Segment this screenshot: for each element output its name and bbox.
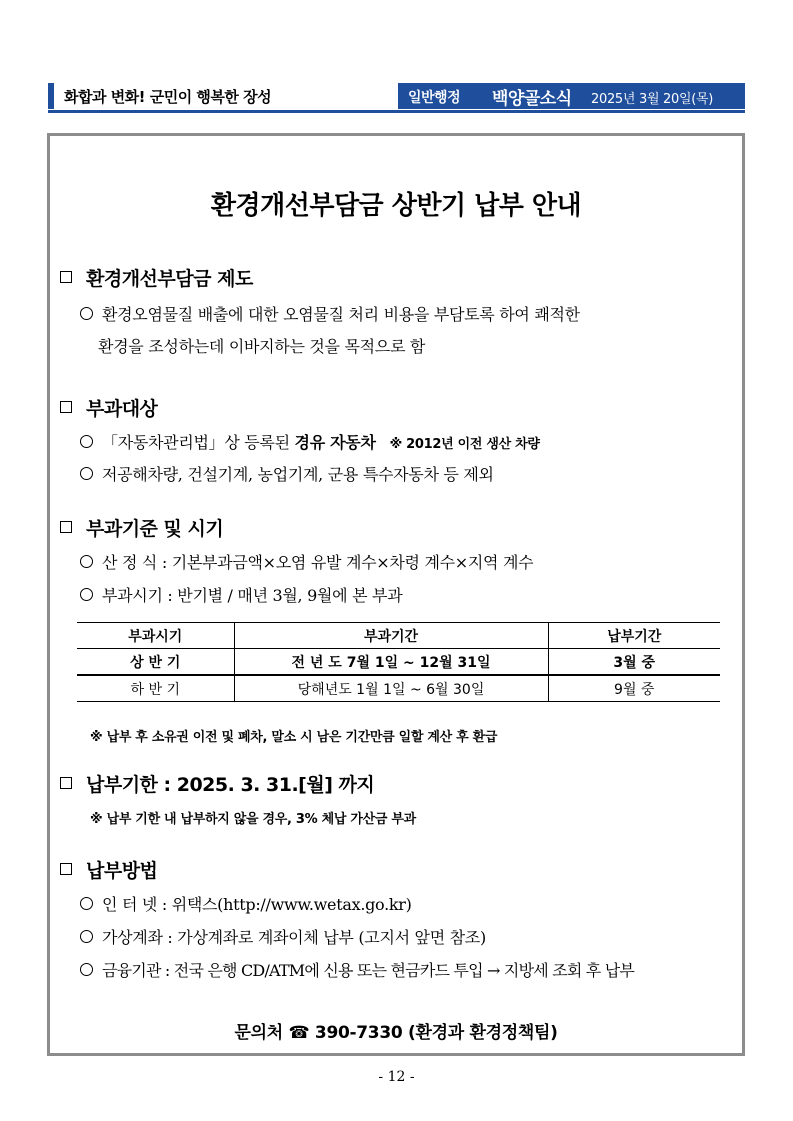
circle-bullet-icon xyxy=(80,897,93,910)
criteria-item-2: 부과시기 : 반기별 / 매년 3월, 9월에 본 부과 xyxy=(80,583,402,606)
circle-bullet-icon xyxy=(80,930,93,943)
table-cell: 하 반 기 xyxy=(77,675,234,702)
header-info-block xyxy=(398,83,745,109)
circle-bullet-icon xyxy=(80,555,93,568)
table-header-row xyxy=(77,623,720,649)
deadline-note: ※ 납부 기한 내 납부하지 않을 경우, 3% 체납 가산금 부과 xyxy=(90,812,416,827)
circle-bullet-icon xyxy=(80,307,93,320)
section-heading-criteria: 부과기준 및 시기 xyxy=(60,514,223,541)
header-rule xyxy=(48,110,745,113)
square-bullet-icon xyxy=(60,777,72,789)
criteria-item-1: 산 정 식 : 기본부과금액×오염 유발 계수×차령 계수×지역 계수 xyxy=(80,550,533,573)
table-header-cell: 납부기간 xyxy=(548,623,720,649)
square-bullet-icon xyxy=(60,863,72,875)
header-slogan-block xyxy=(48,83,378,109)
table-row xyxy=(77,675,720,702)
method-item-3: 금융기관 : 전국 은행 CD/ATM에 신용 또는 현금카드 투입 → 지방세 조회 후 납부 xyxy=(80,958,634,981)
criteria-note: ※ 납부 후 소유권 이전 및 폐차, 말소 시 남은 기간만큼 일할 계산 후 환급 xyxy=(90,730,498,745)
circle-bullet-icon xyxy=(80,467,93,480)
contact-info: 문의처 ☎ 390-7330 (환경과 환경정책팀) xyxy=(234,1023,558,1043)
circle-bullet-icon xyxy=(80,435,93,448)
square-bullet-icon xyxy=(60,401,72,413)
section-heading-deadline: 납부기한 : 2025. 3. 31.[월] 까지 xyxy=(60,770,374,797)
table-cell: 전 년 도 7월 1일 ~ 12월 31일 xyxy=(234,649,548,676)
table-cell: 당해년도 1월 1일 ~ 6월 30일 xyxy=(234,675,548,702)
system-item-1: 환경오염물질 배출에 대한 오염물질 처리 비용을 부담토록 하여 쾌적한 xyxy=(80,302,580,325)
target-item-2: 저공해차량, 건설기계, 농업기계, 군용 특수자동차 등 제외 xyxy=(80,462,494,485)
article-title: 환경개선부담금 상반기 납부 안내 xyxy=(210,191,582,221)
table-row xyxy=(77,649,720,676)
target-item-1: 「자동차관리법」상 등록된 경유 자동차 ※ 2012년 이전 생산 차량 xyxy=(80,430,540,453)
table-cell: 상 반 기 xyxy=(77,649,234,676)
header-category: 일반행정 xyxy=(408,90,461,106)
method-item-1: 인 터 넷 : 위택스(http://www.wetax.go.kr) xyxy=(80,892,412,915)
header-date: 2025년 3월 20일(목) xyxy=(591,92,714,107)
square-bullet-icon xyxy=(60,271,72,283)
target-note: ※ 2012년 이전 생산 차량 xyxy=(389,437,540,452)
table-header-cell: 부과기간 xyxy=(234,623,548,649)
square-bullet-icon xyxy=(60,521,72,533)
section-heading-system: 환경개선부담금 제도 xyxy=(60,264,253,291)
method-item-2: 가상계좌 : 가상계좌로 계좌이체 납부 (고지서 앞면 참조) xyxy=(80,925,486,948)
table-header-cell: 부과시기 xyxy=(77,623,234,649)
circle-bullet-icon xyxy=(80,588,93,601)
page-number: - 12 - xyxy=(378,1069,415,1085)
system-item-1-cont: 환경을 조성하는데 이바지하는 것을 목적으로 함 xyxy=(98,337,426,356)
circle-bullet-icon xyxy=(80,963,93,976)
table-cell: 3월 중 xyxy=(548,649,720,676)
target-bold: 경유 자동차 xyxy=(294,433,376,452)
schedule-table xyxy=(77,622,720,702)
header-accent-bar xyxy=(48,83,54,109)
section-heading-method: 납부방법 xyxy=(60,856,157,883)
header-org: 백양골소식 xyxy=(492,89,572,109)
table-cell: 9월 중 xyxy=(548,675,720,702)
section-heading-target: 부과대상 xyxy=(60,394,157,421)
article-frame xyxy=(47,133,745,1056)
header-slogan: 화합과 변화! 군민이 행복한 장성 xyxy=(64,88,272,106)
